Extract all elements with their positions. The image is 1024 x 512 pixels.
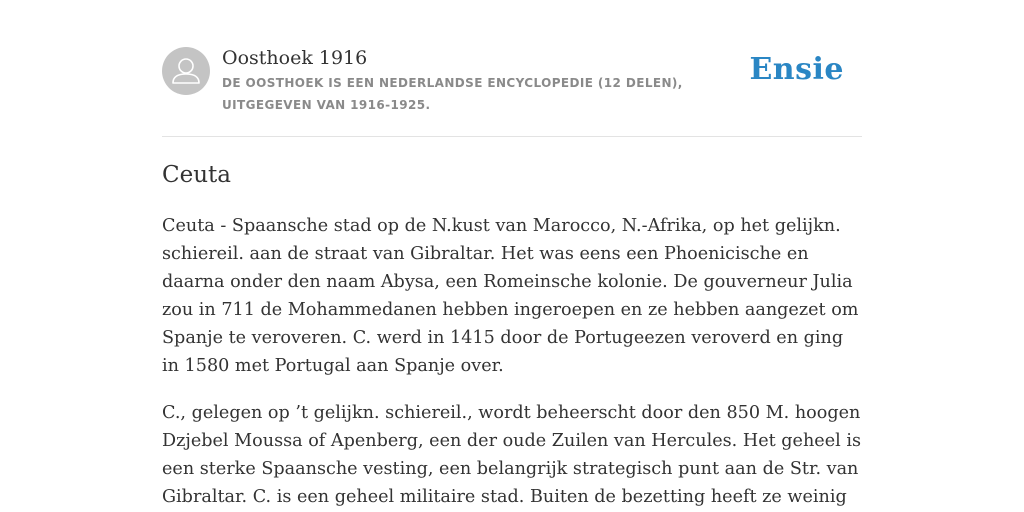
source-avatar[interactable]: [162, 47, 210, 95]
article-title: Ceuta: [162, 162, 231, 188]
article-paragraph: C., gelegen op ’t gelijkn. schiereil., wordt beheerscht door den 850 M. hoogen Dzjebel Moussa of Apenberg, een der oude Zuilen van Hercules. Het geheel is een sterke Spaansche vesting, een belangrijk strategisch punt aan de Str. van Gibraltar. C. is een geheel militaire stad. Buiten de bezetting heeft ze weinig: [162, 403, 861, 507]
source-description: DE OOSTHOEK IS EEN NEDERLANDSE ENCYCLOPEDIE (12 DELEN), UITGEGEVEN VAN 1916-1925.: [222, 76, 683, 112]
user-silhouette-icon: [162, 47, 210, 95]
source-title[interactable]: Oosthoek 1916: [222, 47, 368, 69]
page-content: [162, 0, 862, 507]
source-header: [162, 0, 862, 137]
ensie-logo[interactable]: Ensie: [749, 52, 844, 87]
article-paragraph: Ceuta - Spaansche stad op de N.kust van Marocco, N.-Afrika, op het gelijkn. schiereil. aan de straat van Gibraltar. Het was eens een Phoenicische en daarna onder den naam Abysa, een Romeinsche kolonie. De gouverneur Julia zou in 711 de Mohammedanen hebben ingeroepen en ze hebben aangezet om Spanje te veroveren. C. werd in 1415 door de Portugeezen veroverd en ging in 1580 met Portugal aan Spanje over.: [162, 216, 859, 376]
